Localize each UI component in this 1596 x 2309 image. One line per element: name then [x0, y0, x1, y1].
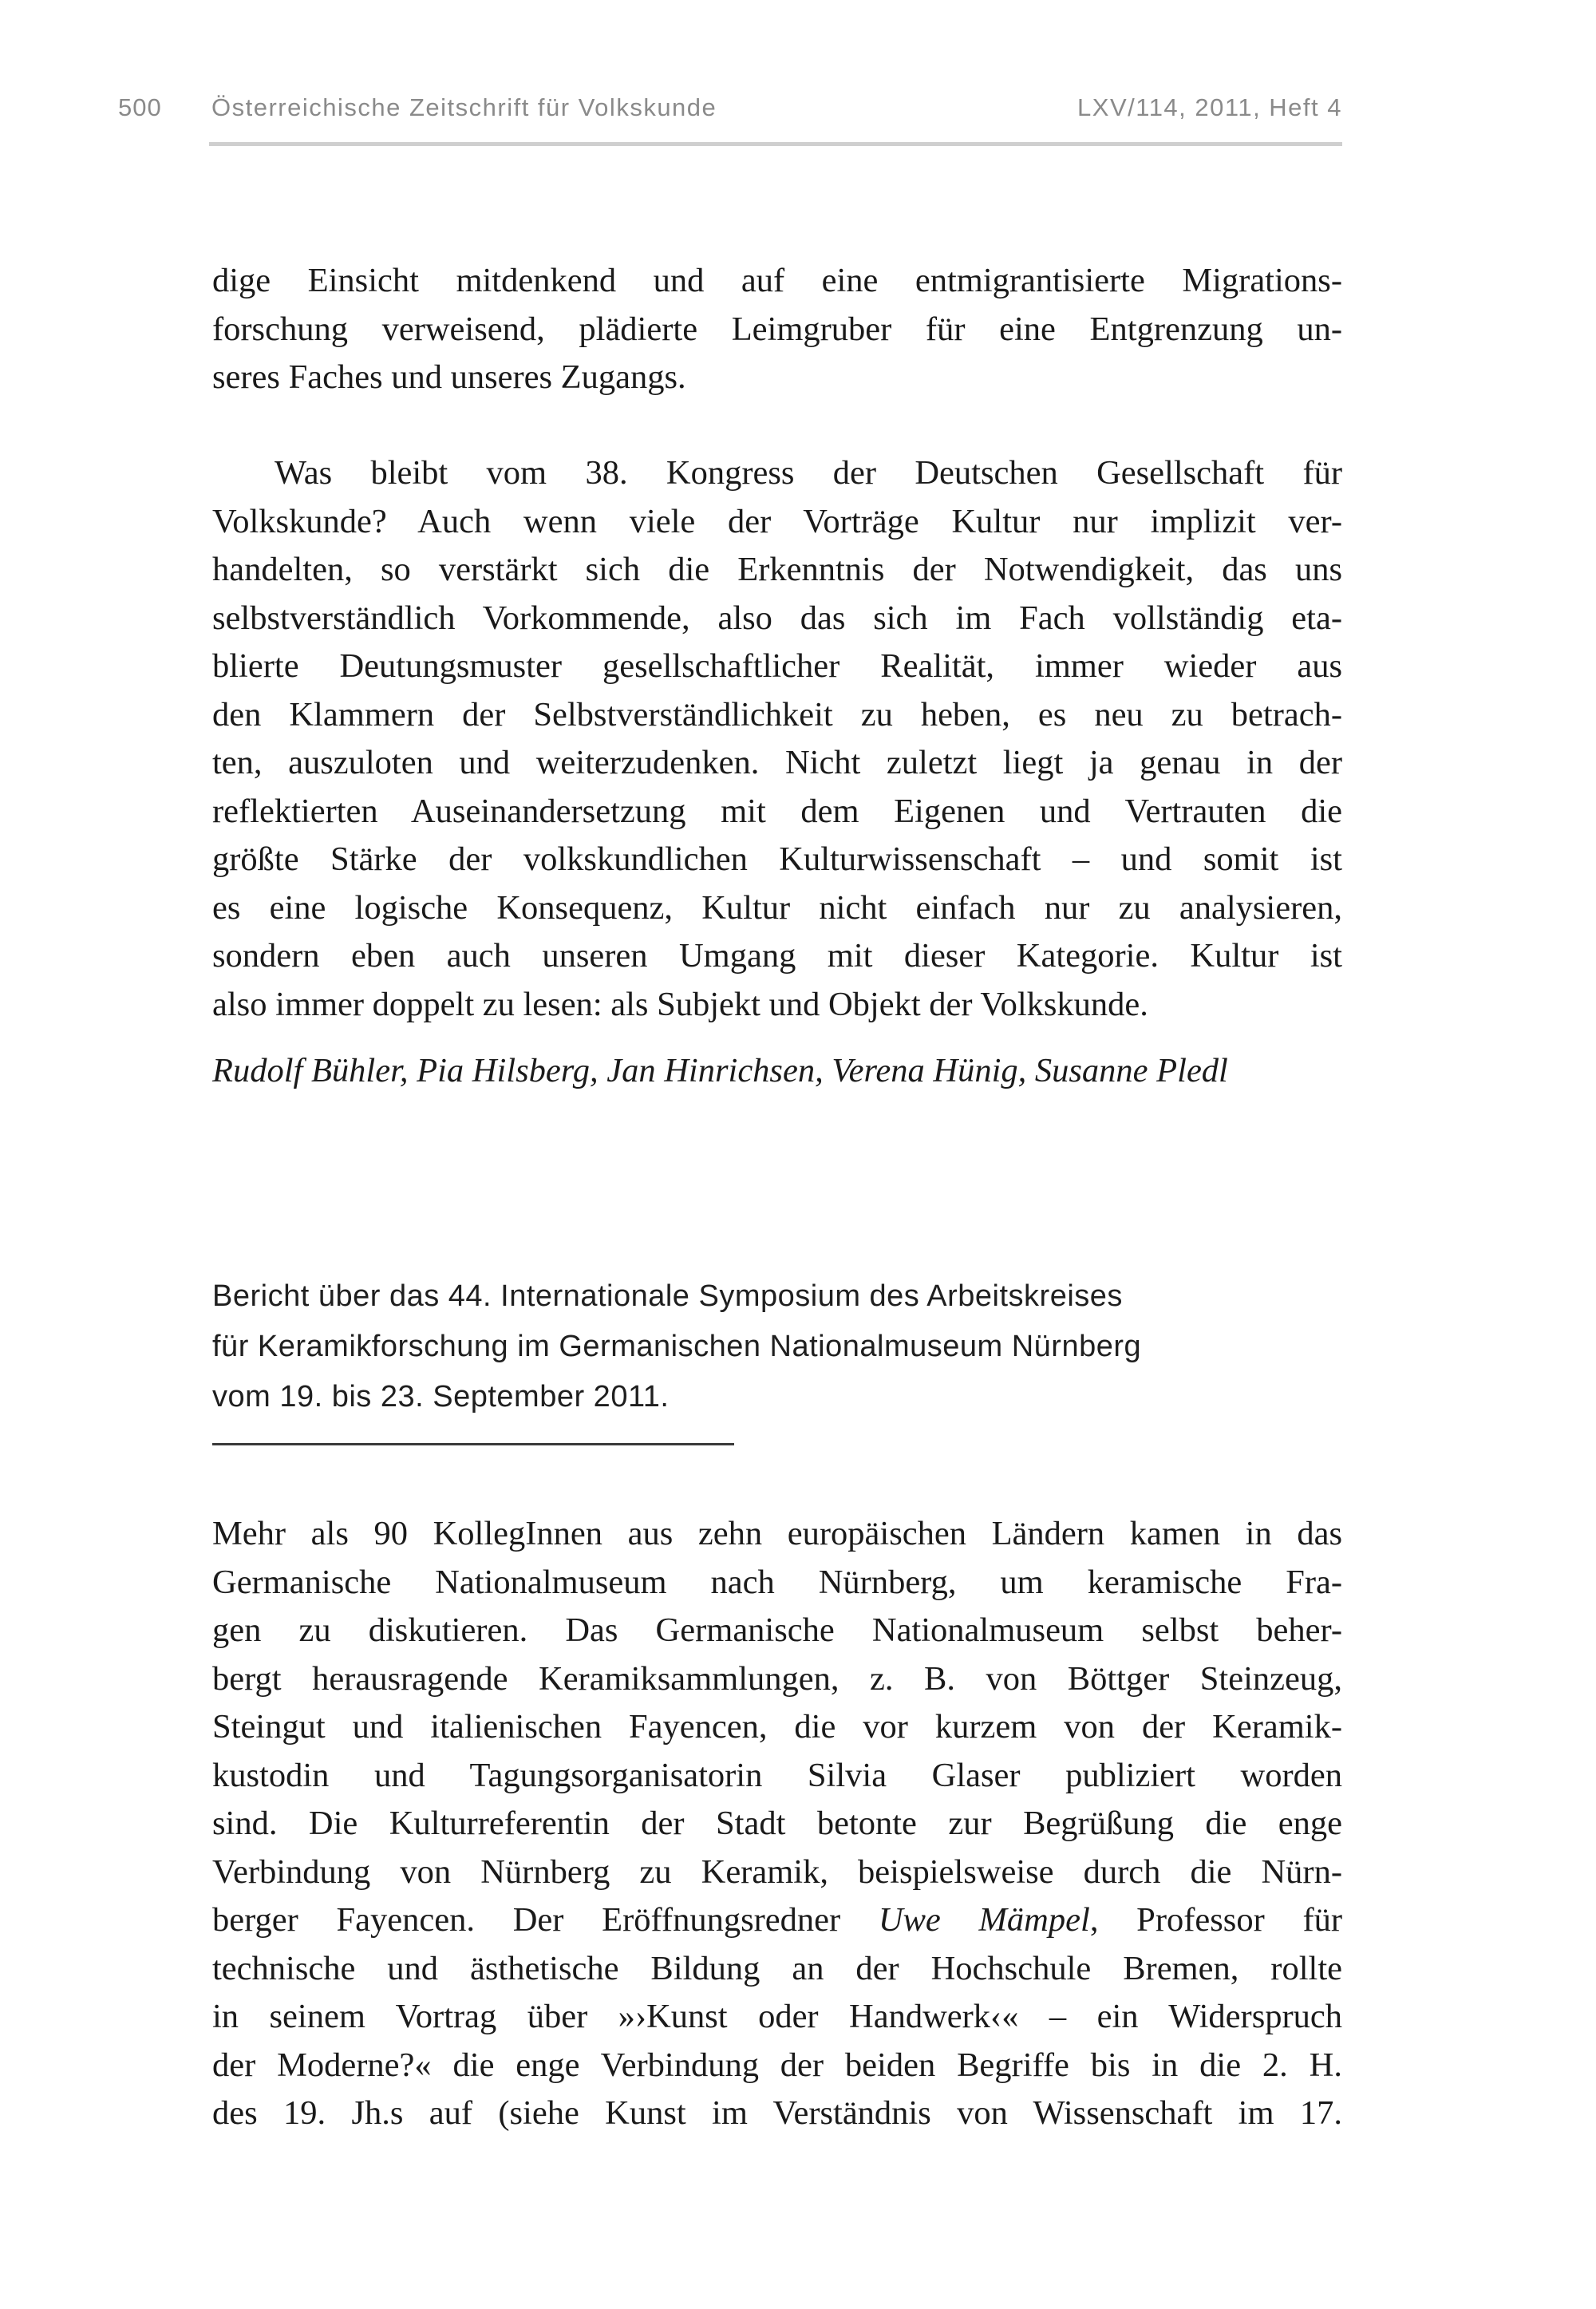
header-rule	[209, 142, 1342, 146]
text-line: bergt herausragende Keramiksammlungen, z. B. von Böttger Steinzeug,	[212, 1659, 1342, 1698]
text-line: Verbindung von Nürnberg zu Keramik, beispielsweise durch die Nürn-	[212, 1852, 1342, 1891]
text-line: blierte Deutungsmuster gesellschaftlicher Realität, immer wieder aus	[212, 647, 1342, 685]
article-title	[212, 1271, 1345, 1422]
text-line: reflektierten Auseinandersetzung mit dem Eigenen und Vertrauten die	[212, 792, 1342, 830]
speaker-name: Uwe Mämpel	[878, 1901, 1090, 1939]
text-line: Mehr als 90 KollegInnen aus zehn europäischen Ländern kamen in das	[212, 1515, 1342, 1552]
text-line: handelten, so verstärkt sich die Erkenntnis der Notwendigkeit, das uns	[212, 551, 1342, 588]
journal-title: Österreichische Zeitschrift für Volkskunde	[211, 93, 717, 121]
author-signature: Rudolf Bühler, Pia Hilsberg, Jan Hinrichsen, Verena Hünig, Susanne Pledl	[212, 1052, 1228, 1089]
page-number: 500	[118, 93, 162, 121]
text-line: sondern eben auch unseren Umgang mit dieser Kategorie. Kultur ist	[212, 937, 1342, 975]
title-rule	[212, 1443, 734, 1445]
text-line-with-name	[212, 1896, 1342, 1945]
text-fragment: , Professor für	[1089, 1901, 1343, 1939]
text-line: größte Stärke der volkskundlichen Kulturwissenschaft – und somit ist	[212, 840, 1342, 878]
text-line: forschung verweisend, plädierte Leimgruber für eine Entgrenzung un-	[212, 310, 1342, 348]
text-line: den Klammern der Selbstverständlichkeit zu heben, es neu zu betrach-	[212, 695, 1342, 733]
text-line: ten, auszuloten und weiterzudenken. Nicht zuletzt liegt ja genau in der	[212, 744, 1342, 781]
title-line: für Keramikforschung im Germanischen Nationalmuseum Nürnberg	[212, 1330, 1142, 1363]
text-line: des 19. Jh.s auf (siehe Kunst im Verständnis von Wissenschaft im 17.	[212, 2094, 1342, 2132]
issue-info: LXV/114, 2011, Heft 4	[1077, 93, 1342, 121]
text-line: technische und ästhetische Bildung an der Hochschule Bremen, rollte	[212, 1949, 1342, 1987]
text-fragment: berger Fayencen. Der Eröffnungsredner	[212, 1901, 879, 1939]
text-line: sind. Die Kulturreferentin der Stadt betonte zur Begrüßung die enge	[212, 1805, 1342, 1842]
text-line: seres Faches und unseres Zugangs.	[212, 358, 686, 396]
text-line: kustodin und Tagungsorganisatorin Silvia Glaser publiziert worden	[212, 1756, 1342, 1794]
text-line: der Moderne?« die enge Verbindung der beiden Begriffe bis in die 2. H.	[212, 2046, 1342, 2084]
text-line: Was bleibt vom 38. Kongress der Deutschen Gesellschaft für	[275, 454, 1342, 492]
text-line: dige Einsicht mitdenkend und auf eine entmigrantisierte Migrations-	[212, 262, 1342, 299]
title-line: Bericht über das 44. Internationale Symposium des Arbeitskreises	[212, 1279, 1123, 1313]
title-line: vom 19. bis 23. September 2011.	[212, 1380, 670, 1413]
text-line: Volkskunde? Auch wenn viele der Vorträge Kultur nur implizit ver-	[212, 502, 1342, 540]
text-line: es eine logische Konsequenz, Kultur nicht einfach nur zu analysieren,	[212, 888, 1342, 927]
text-line: Steingut und italienischen Fayencen, die vor kurzem von der Keramik-	[212, 1708, 1342, 1746]
text-line: also immer doppelt zu lesen: als Subjekt und Objekt der Volkskunde.	[212, 985, 1148, 1023]
previous-article-paragraph-2	[212, 449, 1342, 1029]
previous-article-paragraph-1	[212, 257, 1342, 402]
text-line: Germanische Nationalmuseum nach Nürnberg, um keramische Fra-	[212, 1563, 1342, 1601]
text-line: in seinem Vortrag über »›Kunst oder Handwerk‹« – ein Widerspruch	[212, 1998, 1342, 2035]
new-article-body	[212, 1510, 1342, 2138]
text-line: gen zu diskutieren. Das Germanische Nationalmuseum selbst beher-	[212, 1611, 1342, 1649]
text-line: selbstverständlich Vorkommende, also das sich im Fach vollständig eta-	[212, 599, 1342, 637]
